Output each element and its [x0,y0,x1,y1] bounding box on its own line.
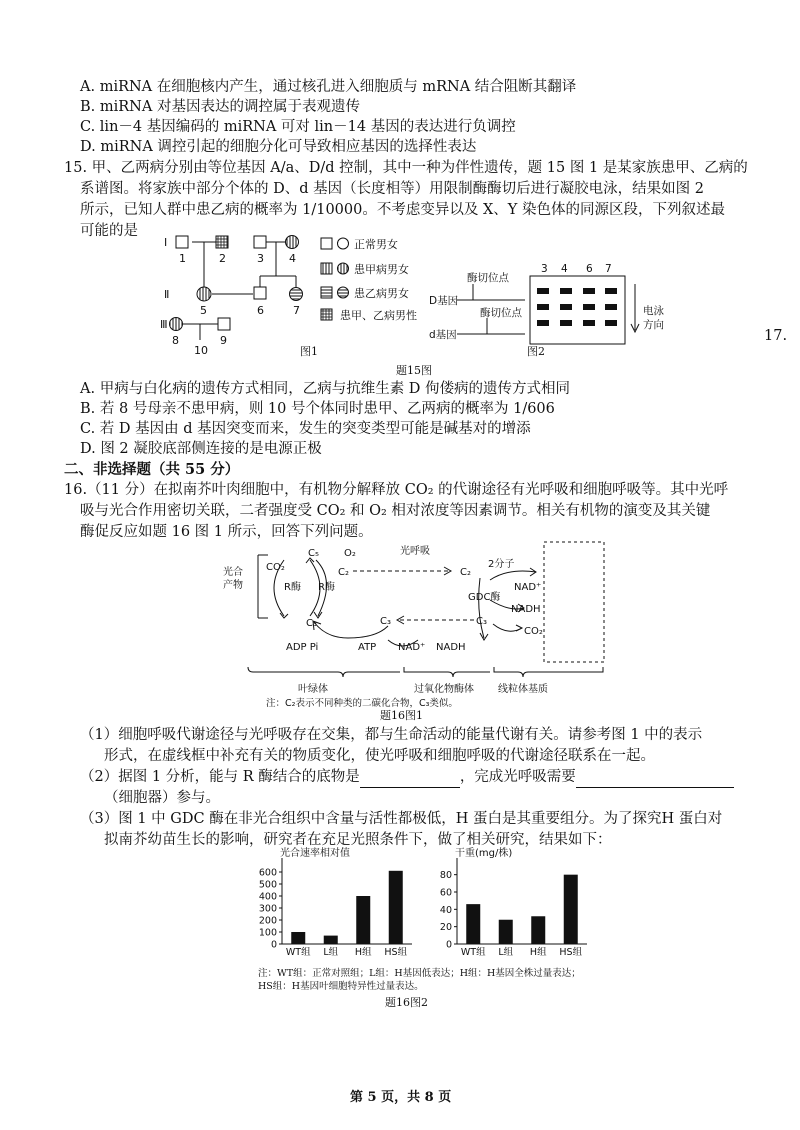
y-tick-label: 0 [270,939,277,951]
y-tick-label: 80 [439,870,452,882]
c2-right-label: C₂ [460,567,471,578]
legend-a-male [321,263,332,274]
id-6: 6 [257,304,264,317]
lane-label-6: 6 [586,263,593,275]
individual-4 [286,236,299,249]
band [583,320,595,326]
mito-matrix-label: 线粒体基质 [498,684,548,695]
band [537,320,549,326]
bar-0 [466,904,480,944]
section-2-heading: 二、非选择题（共 55 分） [64,461,240,478]
x-tick-label: HS组 [559,947,583,958]
y-tick-label: 0 [445,939,452,951]
band [560,304,572,310]
bar-0 [291,932,305,944]
q16-sub2-part1: （2）据图 1 分析，能与 R 酶结合的底物是 [80,769,360,785]
cut-site-label-1: 酶切位点 [467,272,509,284]
id-4: 4 [289,252,296,265]
legend-ab-male [321,309,332,320]
legend-label-a: 患甲病男女 [354,263,409,276]
legend-b-male [321,287,332,298]
lane-label-4: 4 [561,263,568,275]
id-5: 5 [200,304,207,317]
fig2-note-line1: 注：WT组：正常对照组；L组：H基因低表达；H组：H基因全株过量表达； [258,968,581,979]
co2-right-label: CO₂ [524,626,543,637]
c2-left-label: C₂ [338,567,349,578]
y-tick-label: 40 [439,904,452,916]
pedigree-label: 图1 [300,345,318,358]
x-tick-label: WT组 [460,947,486,958]
individual-1 [176,236,188,248]
c3-left-label: C₃ [306,618,317,629]
y-tick-label: 100 [258,927,277,939]
q16-sub1-line1: （1）细胞呼吸代谢途径与光呼吸存在交集，都与生命活动的能量代谢有关。请参考图 1 中的表示 [80,727,703,743]
individual-9 [218,318,230,330]
gel-figure [425,262,675,352]
y-tick-label: 500 [258,879,277,891]
x-tick-label: L组 [323,947,339,958]
q15-option-d: D. 图 2 凝胶底部侧连接的是电源正极 [80,441,322,457]
x-tick-label: WT组 [285,947,311,958]
page-footer: 第 5 页，共 8 页 [350,1090,452,1105]
bar-2 [531,916,545,944]
fig1-note: 注：C₂表示不同种类的二碳化合物，C₃类似。 [266,698,458,709]
nad-plus-label-bottom: NAD⁺ [398,642,426,653]
chart-title: 干重(mg/株) [455,848,513,859]
r-enzyme-label-2: R酶 [318,582,335,593]
q16-stem-line1: 16.（11 分）在拟南芥叶肉细胞中，有机物分解释放 CO₂ 的代谢途径有光呼吸和细胞呼吸等。其中光呼 [64,482,729,498]
q16-sub2-line2: （细胞器）参与。 [104,790,220,806]
q16-fig1-caption: 题16图1 [380,709,423,722]
id-7: 7 [293,304,300,317]
legend-normal-female [338,238,349,249]
q16-sub3-line2: 拟南芥幼苗生长的影响，研究者在充足光照条件下，做了相关研究，结果如下： [104,832,612,848]
gdc-enzyme-label: GDC酶 [468,592,501,603]
d-gene-label: D基因 [429,295,459,307]
q15-option-b: B. 若 8 号母亲不患甲病，则 10 号个体同时患甲、乙两病的概率为 1/606 [80,401,555,417]
pedigree-figure [160,232,450,362]
id-9: 9 [220,334,227,347]
c3-mid-label: C₃ [380,616,391,627]
q15-stem-line2: 系谱图。将家族中部分个体的 D、d 基因（长度相等）用限制酶酶切后进行凝胶电泳，结果如图 2 [80,181,704,197]
gen-label-1: Ⅰ [164,236,168,249]
q15-figure-caption: 题15图 [396,364,432,377]
c3-right-label: C₃ [476,616,487,627]
adp-pi-label: ADP Pi [286,642,319,653]
legend-label-b: 患乙病男女 [354,287,409,300]
legend-label-normal: 正常男女 [354,238,398,251]
photorespiration-diagram [218,540,608,710]
individual-6 [254,287,266,299]
o2-label: O₂ [344,548,356,559]
x-tick-label: H组 [529,947,547,958]
gel-label: 图2 [527,345,545,358]
band [560,288,572,294]
q14-option-b: B. miRNA 对基因表达的调控属于表观遗传 [80,99,360,115]
y-tick-label: 400 [258,891,277,903]
cut-site-label-2: 酶切位点 [480,307,522,319]
band [605,304,617,310]
r-enzyme-label-1: R酶 [284,582,301,593]
y-tick-label: 200 [258,915,277,927]
id-8: 8 [172,334,179,347]
band [605,288,617,294]
atp-label: ATP [358,642,377,653]
q16-sub1-line2: 形式，在虚线框中补充有关的物质变化，使光呼吸和细胞呼吸的代谢途径联系在一起。 [104,748,655,764]
q15-stem-line1: 15. 甲、乙两病分别由等位基因 A/a、D/d 控制，其中一种为伴性遗传，题 15 图 1 是某家族患甲、乙病的 [64,160,748,176]
individual-8 [170,318,183,331]
x-tick-label: HS组 [384,947,408,958]
y-tick-label: 300 [258,903,277,915]
answer-blank-organelle[interactable] [576,768,734,788]
x-tick-label: H组 [354,947,372,958]
chloroplast-label: 叶绿体 [298,684,328,695]
fig2-note-line2: HS组：H基因叶细胞特异性过量表达。 [258,981,424,992]
lane-label-3: 3 [541,263,548,275]
two-molecules-label: 2分子 [488,559,515,570]
x-tick-label: L组 [498,947,514,958]
lane-label-7: 7 [605,263,612,275]
id-1: 1 [179,252,186,265]
id-2: 2 [219,252,226,265]
q16-sub2-part2: ，完成光呼吸需要 [459,769,576,785]
result-charts [252,846,592,971]
id-10: 10 [194,344,208,357]
q14-option-d: D. miRNA 调控引起的细胞分化可导致相应基因的选择性表达 [80,139,477,155]
bar-1 [499,920,513,944]
answer-blank-substrate[interactable] [360,768,460,788]
q15-option-a: A. 甲病与白化病的遗传方式相同，乙病与抗维生素 D 佝偻病的遗传方式相同 [80,381,571,397]
bar-1 [324,936,338,944]
legend-label-ab: 患甲、乙病男性 [340,309,417,322]
band [537,304,549,310]
q16-sub2-line1 [80,768,734,788]
band [583,304,595,310]
individual-2 [216,236,228,248]
c5-label: C₅ [308,548,319,559]
nad-plus-label-right: NAD⁺ [514,582,542,593]
band [560,320,572,326]
co2-label: CO₂ [266,562,285,573]
q16-fig2-caption: 题16图2 [385,996,428,1009]
dd-gene-label: d基因 [429,329,457,341]
peroxisome-label: 过氧化物酶体 [414,684,474,695]
band [605,320,617,326]
legend-a-female [338,263,349,274]
y-tick-label: 20 [439,922,452,934]
gen-label-2: Ⅱ [164,288,170,301]
id-3: 3 [257,252,264,265]
bar-2 [356,896,370,944]
bar-3 [564,875,578,944]
gen-label-3: Ⅲ [160,318,168,331]
y-tick-label: 60 [439,887,452,899]
q15-stem-line4: 可能的是 [80,223,138,239]
direction-label-2: 方向 [643,319,664,331]
nadh-label-right: NADH [511,604,541,615]
band [583,288,595,294]
direction-label-1: 电泳 [643,305,664,317]
q14-option-a: A. miRNA 在细胞核内产生，通过核孔进入细胞质与 mRNA 结合阻断其翻译 [80,79,577,95]
legend-b-female [338,287,349,298]
individual-7 [290,288,303,301]
q16-sub3-line1: （3）图 1 中 GDC 酶在非光合组织中含量与活性都极低，H 蛋白是其重要组分。为了探究H 蛋白对 [80,811,723,827]
q16-stem-line3: 酶促反应如题 16 图 1 所示，回答下列问题。 [80,524,373,540]
band [537,288,549,294]
q15-stem-line3: 所示，已知人群中患乙病的概率为 1/10000。不考虑变异以及 X、Y 染色体的同源区段，下列叙述最 [80,202,725,218]
nadh-label-bottom: NADH [436,642,466,653]
q15-option-c: C. 若 D 基因由 d 基因突变而来，发生的突变类型可能是碱基对的增添 [80,421,531,437]
q14-option-c: C. lin－4 基因编码的 miRNA 可对 lin－14 基因的表达进行负调控 [80,119,516,135]
legend-normal-male [321,238,332,249]
photo-product-1: 光合 [223,567,243,578]
q16-stem-line2: 吸与光合作用密切关联，二者强度受 CO₂ 和 O₂ 相对浓度等因素调节。相关有机物的演变及其关键 [80,503,711,519]
bar-3 [389,871,403,944]
margin-q17: 17. [764,328,788,344]
photo-product-2: 产物 [223,580,243,591]
y-tick-label: 600 [258,867,277,879]
individual-3 [254,236,266,248]
chart-title: 光合速率相对值 [280,848,350,859]
individual-5 [197,287,211,301]
photorespiration-label: 光呼吸 [400,546,430,557]
